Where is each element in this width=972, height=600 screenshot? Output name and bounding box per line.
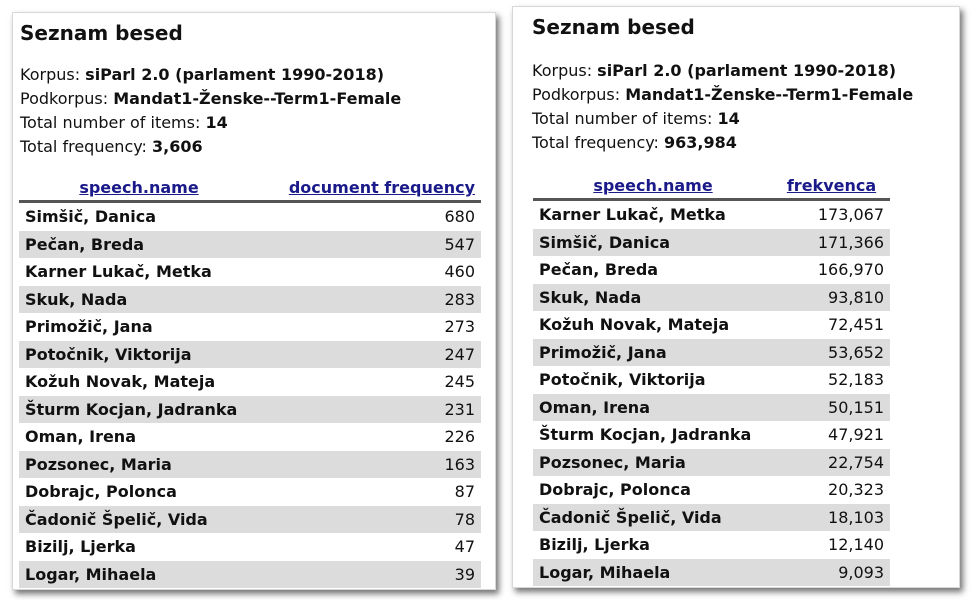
frequency-cell: 52,183 <box>773 366 890 394</box>
frequency-cell: 163 <box>259 451 481 479</box>
table-row <box>533 449 890 477</box>
table-row <box>533 200 890 229</box>
speaker-name-cell: Kožuh Novak, Mateja <box>533 311 773 339</box>
table-row <box>19 423 481 451</box>
table-row <box>19 286 481 314</box>
table-row <box>533 311 890 339</box>
column-header-frequency[interactable]: document frequency <box>259 173 481 202</box>
frequency-cell: 245 <box>259 368 481 396</box>
speaker-name-cell: Čadonič Špelič, Vida <box>533 504 773 532</box>
speaker-name-cell: Bizilj, Ljerka <box>19 533 259 561</box>
speaker-name-cell: Oman, Irena <box>19 423 259 451</box>
frequency-cell: 12,140 <box>773 531 890 559</box>
frequency-cell: 50,151 <box>773 394 890 422</box>
page-title: Seznam besed <box>532 15 695 39</box>
frequency-table <box>533 171 890 586</box>
items-line: Total number of items: 14 <box>20 113 228 132</box>
speaker-name-cell: Pečan, Breda <box>19 231 259 259</box>
speaker-name-cell: Karner Lukač, Metka <box>533 200 773 229</box>
speaker-name-cell: Simšič, Danica <box>533 229 773 257</box>
speaker-name-cell: Kožuh Novak, Mateja <box>19 368 259 396</box>
frequency-cell: 53,652 <box>773 339 890 367</box>
speaker-name-cell: Karner Lukač, Metka <box>19 258 259 286</box>
korpus-line: Korpus: siParl 2.0 (parlament 1990-2018) <box>20 65 385 84</box>
frequency-cell: 47,921 <box>773 421 890 449</box>
frequency-cell: 78 <box>259 506 481 534</box>
frequency-cell: 173,067 <box>773 200 890 229</box>
table-row <box>19 396 481 424</box>
frequency-cell: 247 <box>259 341 481 369</box>
speaker-name-cell: Bizilj, Ljerka <box>533 531 773 559</box>
table-row <box>533 256 890 284</box>
page-title: Seznam besed <box>20 21 183 45</box>
speaker-name-cell: Šturm Kocjan, Jadranka <box>19 396 259 424</box>
speaker-name-cell: Logar, Mihaela <box>533 559 773 587</box>
frequency-cell: 39 <box>259 561 481 589</box>
speaker-name-cell: Primožič, Jana <box>19 313 259 341</box>
frequency-cell: 547 <box>259 231 481 259</box>
table-row <box>19 506 481 534</box>
column-header-name[interactable]: speech.name <box>19 173 259 202</box>
frequency-cell: 47 <box>259 533 481 561</box>
frequency-cell: 18,103 <box>773 504 890 532</box>
speaker-name-cell: Pozsonec, Maria <box>19 451 259 479</box>
items-line: Total number of items: 14 <box>532 109 740 128</box>
speaker-name-cell: Simšič, Danica <box>19 202 259 231</box>
speaker-name-cell: Pečan, Breda <box>533 256 773 284</box>
speaker-name-cell: Šturm Kocjan, Jadranka <box>533 421 773 449</box>
table-row <box>533 339 890 367</box>
table-row <box>19 202 481 231</box>
frequency-cell: 273 <box>259 313 481 341</box>
table-row <box>19 341 481 369</box>
table-row <box>533 421 890 449</box>
speaker-name-cell: Dobrajc, Polonca <box>533 476 773 504</box>
frequency-line: Total frequency: 3,606 <box>20 137 203 156</box>
speaker-name-cell: Čadonič Špelič, Vida <box>19 506 259 534</box>
column-header-name[interactable]: speech.name <box>533 171 773 200</box>
table-row <box>19 533 481 561</box>
table-row <box>533 559 890 587</box>
table-row <box>19 451 481 479</box>
speaker-name-cell: Oman, Irena <box>533 394 773 422</box>
frequency-cell: 20,323 <box>773 476 890 504</box>
frequency-cell: 283 <box>259 286 481 314</box>
frequency-cell: 72,451 <box>773 311 890 339</box>
speaker-name-cell: Pozsonec, Maria <box>533 449 773 477</box>
frequency-line: Total frequency: 963,984 <box>532 133 737 152</box>
frequency-cell: 87 <box>259 478 481 506</box>
speaker-name-cell: Skuk, Nada <box>533 284 773 312</box>
speaker-name-cell: Potočnik, Viktorija <box>533 366 773 394</box>
table-row <box>19 258 481 286</box>
frequency-cell: 680 <box>259 202 481 231</box>
table-row <box>19 368 481 396</box>
podkorpus-line: Podkorpus: Mandat1-Ženske--Term1-Female <box>532 85 914 104</box>
frequency-cell: 231 <box>259 396 481 424</box>
speaker-name-cell: Logar, Mihaela <box>19 561 259 589</box>
table-row <box>533 284 890 312</box>
table-row <box>19 231 481 259</box>
table-row <box>533 394 890 422</box>
frequency-cell: 226 <box>259 423 481 451</box>
podkorpus-line: Podkorpus: Mandat1-Ženske--Term1-Female <box>20 89 402 108</box>
left-wordlist-panel <box>12 12 496 590</box>
table-row <box>533 531 890 559</box>
table-row <box>533 229 890 257</box>
speaker-name-cell: Dobrajc, Polonca <box>19 478 259 506</box>
frequency-cell: 171,366 <box>773 229 890 257</box>
frequency-cell: 93,810 <box>773 284 890 312</box>
frequency-cell: 9,093 <box>773 559 890 587</box>
right-wordlist-panel <box>512 6 960 588</box>
speaker-name-cell: Potočnik, Viktorija <box>19 341 259 369</box>
table-row <box>533 366 890 394</box>
table-row <box>533 476 890 504</box>
table-row <box>19 478 481 506</box>
frequency-table <box>19 173 481 588</box>
corpus-info <box>20 63 401 159</box>
frequency-cell: 22,754 <box>773 449 890 477</box>
column-header-frequency[interactable]: frekvenca <box>773 171 890 200</box>
frequency-cell: 166,970 <box>773 256 890 284</box>
table-row <box>19 313 481 341</box>
speaker-name-cell: Primožič, Jana <box>533 339 773 367</box>
frequency-cell: 460 <box>259 258 481 286</box>
table-row <box>19 561 481 589</box>
korpus-line: Korpus: siParl 2.0 (parlament 1990-2018) <box>532 61 897 80</box>
speaker-name-cell: Skuk, Nada <box>19 286 259 314</box>
corpus-info <box>532 59 913 155</box>
table-row <box>533 504 890 532</box>
